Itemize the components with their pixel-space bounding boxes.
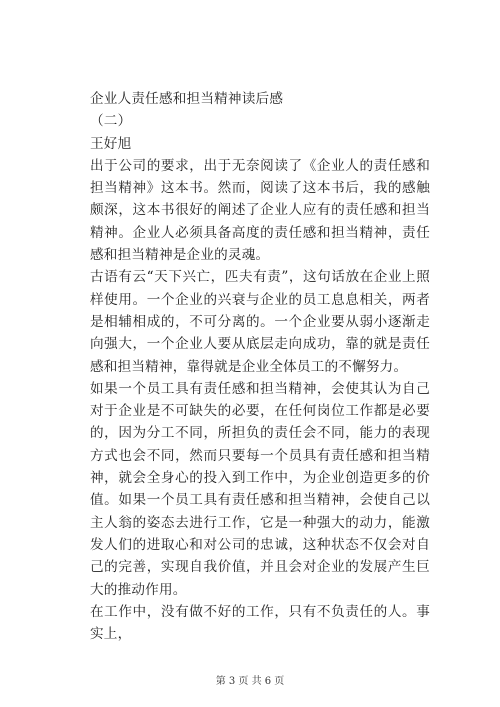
paragraph-3: 如果一个员工具有责任感和担当精神，会使其认为自己对于企业是不可缺失的必要，在任何岗位工作都是必要的，因为分工不同，所担负的责任会不同，能力的表现方式也会不同，然而只要每一个员具有责任感和担当精神，就会全身心的投入到工作中，为企业创造更多的价值。如果一个员工具有责任感和担当精神，会使自己以主人翁的姿态去进行工作，它是一种强大的动力，能激发人们的进取心和对公司的忠诚，这种状态不仅会对自己的完善，实现自我价值，并且会对企业的发展产生巨大的推动作用。	[90, 380, 430, 598]
paragraph-4: 在工作中，没有做不好的工作，只有不负责任的人。事实上，	[90, 603, 430, 643]
document-body	[90, 88, 430, 645]
document-author: 王好旭	[90, 135, 132, 152]
paragraph-2: 古语有云“天下兴亡，匹夫有责”，这句话放在企业上照样使用。一个企业的兴衰与企业的员工息息相关，两者是相辅相成的，不可分离的。一个企业要从弱小逐渐走向强大，一个企业人要从底层走向成功，靠的就是责任感和担当精神，靠得就是企业全体员工的不懈努力。	[90, 269, 430, 375]
document-title: 企业人责任感和担当精神读后感	[90, 91, 284, 107]
page-footer: 第 3 页 共 6 页	[215, 676, 285, 687]
paragraph-1: 出于公司的要求，出于无奈阅读了《企业人的责任感和担当精神》这本书。然而，阅读了这本书后，我的感触颇深，这本书很好的阐述了企业人应有的责任感和担当精神。企业人必须具备高度的责任感和担当精神，责任感和担当精神是企业的灵魂。	[90, 157, 430, 264]
document-subtitle: （二）	[90, 113, 132, 130]
